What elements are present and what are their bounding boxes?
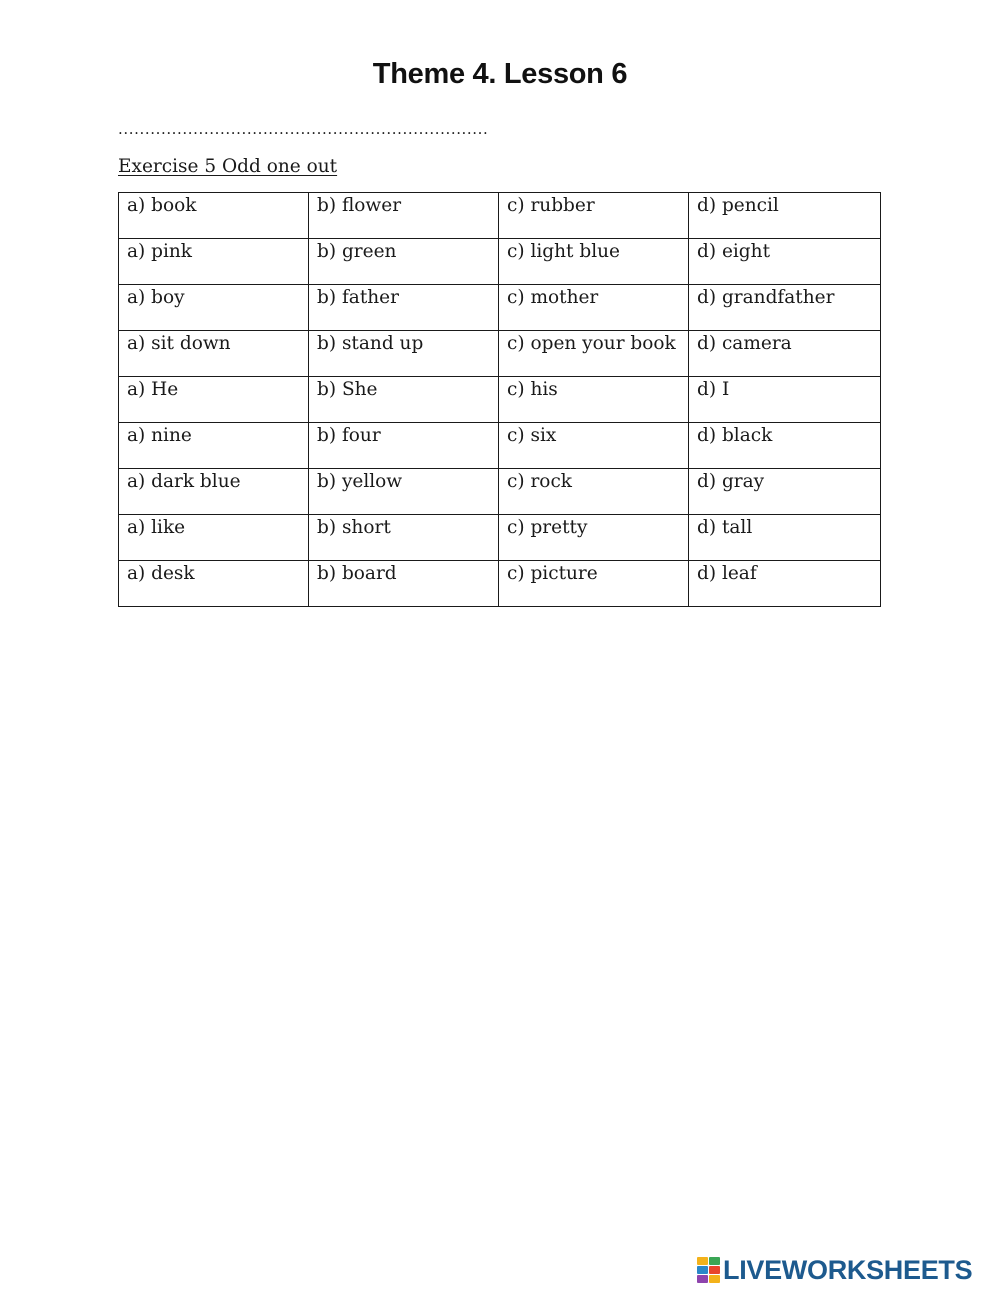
option-cell[interactable] <box>499 193 689 239</box>
option-cell[interactable] <box>499 285 689 331</box>
option-text: a) desk <box>127 563 195 584</box>
option-cell[interactable] <box>119 561 309 607</box>
option-text: a) sit down <box>127 333 231 354</box>
logo-block <box>697 1266 708 1274</box>
option-cell[interactable] <box>689 377 881 423</box>
logo-block <box>709 1257 720 1265</box>
option-cell[interactable] <box>119 193 309 239</box>
liveworksheets-logo <box>697 1257 972 1283</box>
option-text: c) picture <box>507 563 598 584</box>
option-cell[interactable] <box>689 561 881 607</box>
logo-block <box>697 1275 708 1283</box>
option-cell[interactable] <box>689 285 881 331</box>
option-text: a) boy <box>127 287 185 308</box>
option-cell[interactable] <box>689 239 881 285</box>
name-answer-line: ..................................................................... <box>118 120 489 138</box>
option-cell[interactable] <box>309 331 499 377</box>
option-text: c) mother <box>507 287 599 308</box>
option-text: c) open your book <box>507 333 676 354</box>
option-cell[interactable] <box>119 515 309 561</box>
option-cell[interactable] <box>499 515 689 561</box>
option-text: a) like <box>127 517 186 538</box>
option-cell[interactable] <box>119 377 309 423</box>
option-cell[interactable] <box>309 239 499 285</box>
option-cell[interactable] <box>499 377 689 423</box>
option-text: b) four <box>317 425 381 446</box>
option-text: c) rubber <box>507 195 595 216</box>
option-text: d) eight <box>697 241 770 262</box>
option-cell[interactable] <box>309 377 499 423</box>
option-cell[interactable] <box>499 331 689 377</box>
page-title: Theme 4. Lesson 6 <box>372 58 628 90</box>
table-row <box>119 469 881 515</box>
option-text: d) leaf <box>697 563 757 584</box>
option-cell[interactable] <box>309 515 499 561</box>
option-text: a) He <box>127 379 179 400</box>
option-text: d) I <box>697 379 730 400</box>
option-cell[interactable] <box>309 561 499 607</box>
option-cell[interactable] <box>689 423 881 469</box>
table-row <box>119 285 881 331</box>
logo-block <box>697 1257 708 1265</box>
logo-blocks-icon <box>697 1257 720 1283</box>
table-row <box>119 331 881 377</box>
option-text: b) flower <box>317 195 402 216</box>
exercise-heading: Exercise 5 Odd one out <box>118 156 338 177</box>
option-cell[interactable] <box>689 469 881 515</box>
option-cell[interactable] <box>119 285 309 331</box>
logo-text: LIVEWORKSHEETS <box>723 1255 973 1285</box>
option-cell[interactable] <box>309 423 499 469</box>
table-row <box>119 515 881 561</box>
option-text: c) six <box>507 425 557 446</box>
table-row <box>119 239 881 285</box>
option-cell[interactable] <box>309 193 499 239</box>
option-cell[interactable] <box>499 469 689 515</box>
option-text: d) grandfather <box>697 287 835 308</box>
option-text: c) rock <box>507 471 573 492</box>
option-cell[interactable] <box>689 515 881 561</box>
option-cell[interactable] <box>689 193 881 239</box>
option-text: b) green <box>317 241 397 262</box>
option-cell[interactable] <box>119 331 309 377</box>
option-cell[interactable] <box>499 239 689 285</box>
option-text: b) father <box>317 287 399 308</box>
option-text: b) She <box>317 379 378 400</box>
odd-one-out-table <box>118 192 881 607</box>
option-cell[interactable] <box>119 423 309 469</box>
table-row <box>119 423 881 469</box>
option-cell[interactable] <box>309 285 499 331</box>
table-row <box>119 377 881 423</box>
table-row <box>119 561 881 607</box>
option-cell[interactable] <box>689 331 881 377</box>
option-text: a) book <box>127 195 197 216</box>
option-text: d) gray <box>697 471 765 492</box>
option-text: b) yellow <box>317 471 403 492</box>
option-text: c) his <box>507 379 558 400</box>
option-text: b) board <box>317 563 397 584</box>
option-text: c) pretty <box>507 517 588 538</box>
logo-block <box>709 1266 720 1274</box>
option-text: d) pencil <box>697 195 779 216</box>
option-text: a) pink <box>127 241 193 262</box>
option-text: d) tall <box>697 517 753 538</box>
option-text: a) dark blue <box>127 471 241 492</box>
option-text: b) stand up <box>317 333 424 354</box>
option-text: c) light blue <box>507 241 620 262</box>
option-cell[interactable] <box>119 239 309 285</box>
option-text: a) nine <box>127 425 192 446</box>
logo-block <box>709 1275 720 1283</box>
option-cell[interactable] <box>309 469 499 515</box>
option-cell[interactable] <box>499 561 689 607</box>
option-text: b) short <box>317 517 391 538</box>
option-cell[interactable] <box>499 423 689 469</box>
table-row <box>119 193 881 239</box>
option-cell[interactable] <box>119 469 309 515</box>
option-text: d) black <box>697 425 773 446</box>
option-text: d) camera <box>697 333 792 354</box>
